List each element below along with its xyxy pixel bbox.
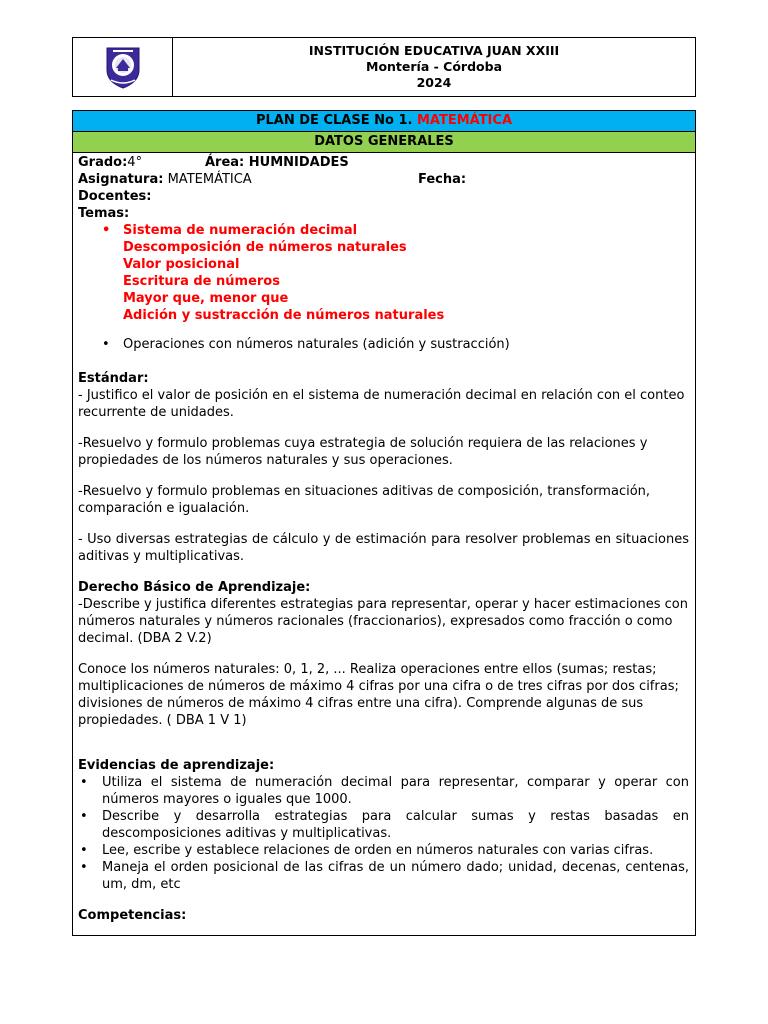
- competencias-label: Competencias:: [78, 908, 187, 923]
- dba-label: Derecho Básico de Aprendizaje:: [78, 580, 311, 595]
- estandar-paragraph: -Resuelvo y formulo problemas cuya estrategia de solución requiera de las relaciones y propiedades de los números naturales y sus operaciones.: [78, 436, 648, 468]
- plan-subject: MATEMÁTICA: [416, 113, 512, 128]
- grado-field: [78, 154, 205, 171]
- evidencia-item: • Utiliza el sistema de numeración decimal para representar, comparar y operar con números mayores o iguales que 1000.: [78, 774, 689, 808]
- fecha-label: Fecha:: [418, 172, 467, 187]
- evidencia-item: • Lee, escribe y establece relaciones de orden en números naturales con varias cifras.: [78, 842, 689, 859]
- document-header: [72, 37, 696, 97]
- temas-list: [78, 222, 689, 324]
- school-shield-logo-icon: [103, 44, 143, 90]
- area-label: Área: HUMNIDADES: [205, 155, 349, 170]
- section-title: DATOS GENERALES: [314, 134, 454, 149]
- estandar-paragraph: - Justifico el valor de posición en el sistema de numeración decimal en relación con el conteo recurrente de unidades.: [78, 388, 685, 420]
- asignatura-row: [78, 171, 689, 188]
- tema-item: Valor posicional: [123, 257, 240, 272]
- tema-item: • Sistema de numeración decimal: [78, 222, 689, 239]
- section-title-bar: [73, 132, 695, 153]
- institution-name: INSTITUCIÓN EDUCATIVA JUAN XXIII: [308, 43, 560, 58]
- asignatura-value: MATEMÁTICA: [167, 172, 252, 187]
- asignatura-label: Asignatura:: [78, 172, 164, 187]
- plan-table: [72, 110, 696, 936]
- tema-item: Descomposición de números naturales: [123, 240, 407, 255]
- evidencias-label: Evidencias de aprendizaje:: [78, 758, 275, 773]
- plan-title: PLAN DE CLASE No 1.: [255, 113, 413, 128]
- evidencia-item: • Maneja el orden posicional de las cifras de un número dado; unidad, decenas, centenas, um, dm, etc: [78, 859, 689, 893]
- general-data-content: [73, 153, 695, 924]
- grado-value: 4°: [127, 155, 143, 170]
- docentes-label: Docentes:: [78, 189, 152, 204]
- institution-city: Montería - Córdoba: [366, 59, 502, 74]
- evidencia-item: • Describe y desarrolla estrategias para calcular sumas y restas basadas en descomposiciones aditivas y multiplicativas.: [78, 808, 689, 842]
- tema-item: Adición y sustracción de números naturales: [123, 308, 445, 323]
- header-year: 2024: [416, 75, 452, 90]
- operaciones-item: • Operaciones con números naturales (adición y sustracción): [78, 336, 689, 353]
- tema-item: Escritura de números: [123, 274, 280, 289]
- estandar-paragraph: - Uso diversas estrategias de cálculo y de estimación para resolver problemas en situaciones aditivas y multiplicativas.: [78, 532, 689, 564]
- temas-label: Temas:: [78, 206, 130, 221]
- asignatura-field: [78, 171, 418, 188]
- dba-paragraph: Conoce los números naturales: 0, 1, 2, ... Realiza operaciones entre ellos (sumas; restas; multiplicaciones de números de máximo 4 cifras por una cifra o de tres cifras por dos cifras; divisiones de números de máximo 4 cifras entre una cifra). Comprende algunas de sus propiedades. ( DBA 1 V 1): [78, 662, 679, 728]
- grado-label: Grado:: [78, 155, 128, 170]
- evidencias-list: [78, 774, 689, 893]
- logo-cell: [73, 38, 173, 96]
- plan-title-bar: [73, 111, 695, 132]
- grado-row: [78, 154, 689, 171]
- tema-item: Mayor que, menor que: [123, 291, 289, 306]
- dba-paragraph: -Describe y justifica diferentes estrategias para representar, operar y hacer estimaciones con números naturales y números racionales (fraccionarios), expresados como fracción o como decimal. (DBA 2 V.2): [78, 597, 688, 646]
- header-title-cell: [173, 38, 695, 96]
- estandar-label: Estándar:: [78, 371, 149, 386]
- estandar-paragraph: -Resuelvo y formulo problemas en situaciones aditivas de composición, transformación, comparación e igualación.: [78, 484, 651, 516]
